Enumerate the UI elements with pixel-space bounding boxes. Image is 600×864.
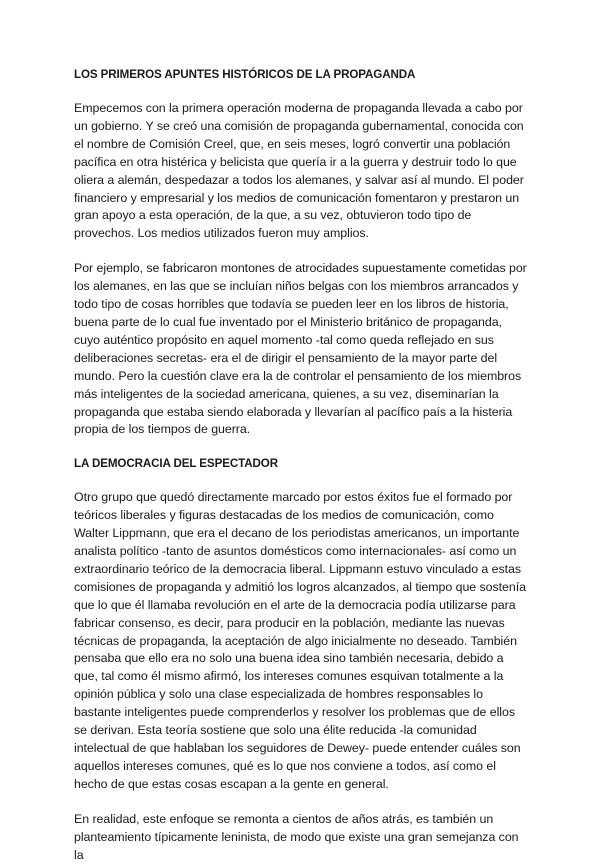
section-heading-primeros-apuntes: LOS PRIMEROS APUNTES HISTÓRICOS DE LA PROPAGANDA <box>74 68 416 81</box>
section-heading-democracia-espectador: LA DEMOCRACIA DEL ESPECTADOR <box>74 457 278 471</box>
body-paragraph-1: Empecemos con la primera operación moderna de propaganda llevada a cabo por un gobierno. Y se creó una comisión de propaganda gubernamental, conocida con el nombre de Comisión Creel, que, en seis meses, logró convertir una población pacífica en otra histérica y belicista que quería ir a la guerra y destruir todo lo que oliera a alemán, despedazar a todos los alemanes, y salvar así al mundo. El poder financiero y empresarial y los medios de comunicación fomentaron y prestaron un gran apoyo a esta operación, de la que, a su vez, obtuvieron todo tipo de provechos. Los medios utilizados fueron muy amplios. <box>74 101 524 241</box>
body-paragraph-3: Otro grupo que quedó directamente marcado por estos éxitos fue el formado por teóricos liberales y figuras destacadas de los medios de comunicación, como Walter Lippmann, que era el decano de los periodistas americanos, un importante analista político -tanto de asuntos domésticos como internacionales- así como un extraordinario teórico de la democracia liberal. Lippmann estuvo vinculado a estas comisiones de propaganda y admitió los logros alcanzados, al tiempo que sostenía que lo que él llamaba revolución en el arte de la democracia podía utilizarse para fabricar consenso, es decir, para producir en la población, mediante las nuevas técnicas de propaganda, la aceptación de algo inicialmente no deseado. También pensaba que ello era no solo una buena idea sino también necesaria, debido a que, tal como él mismo afirmó, los intereses comunes esquivan totalmente a la opinión pública y solo una clase especializada de hombres responsables lo bastante inteligentes puede comprenderlos y resolver los problemas que de ellos se derivan. Esta teoría sostiene que solo una élite reducida -la comunidad intelectual de que hablaban los seguidores de Dewey- puede entender cuáles son aquellos intereses comunes, qué es lo que nos conviene a todos, así como el hecho de que estas cosas escapan a la gente en general. <box>74 490 526 791</box>
body-paragraph-2: Por ejemplo, se fabricaron montones de atrocidades supuestamente cometidas por los alemanes, en las que se incluían niños belgas con los miembros arrancados y todo tipo de cosas horribles que todavía se pueden leer en los libros de historia, buena parte de lo cual fue inventado por el Ministerio británico de propaganda, cuyo auténtico propósito en aquel momento -tal como queda reflejado en sus deliberaciones secretas- era el de dirigir el pensamiento de la mayor parte del mundo. Pero la cuestión clave era la de controlar el pensamiento de los miembros más inteligentes de la sociedad americana, quienes, a su vez, diseminarían la propaganda que estaba siendo elaborada y llevarían al pacífico país a la histeria propia de los tiempos de guerra. <box>74 261 527 437</box>
document-body <box>74 66 530 864</box>
body-paragraph-4: En realidad, este enfoque se remonta a cientos de años atrás, es también un planteamiento típicamente leninista, de modo que existe una gran semejanza con la <box>74 811 519 862</box>
